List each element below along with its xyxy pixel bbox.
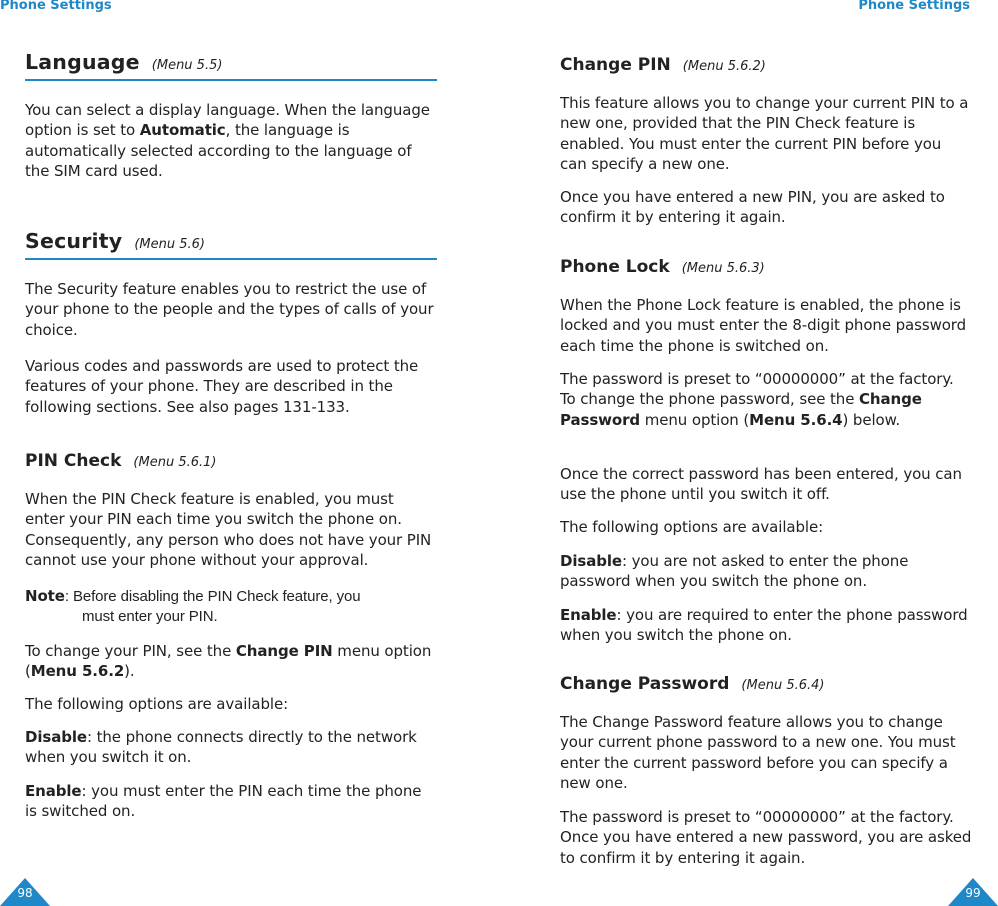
note-label: Note: [25, 587, 65, 605]
phone-lock-paragraph-1: When the Phone Lock feature is enabled, the phone is locked and you must enter the 8-digit phone password each time the phone is switched on.: [560, 296, 967, 355]
change-password-menu-ref: (Menu 5.6.4): [741, 678, 825, 693]
pin-check-options-intro: The following options are available:: [25, 695, 289, 713]
change-pin-title: Change PIN: [560, 55, 671, 75]
phone-lock-menu-ref: (Menu 5.6.3): [681, 261, 765, 276]
pin-check-heading: [25, 451, 437, 471]
pin-check-menu-ref: (Menu 5.6.1): [133, 455, 217, 470]
pin-check-paragraph-1: When the PIN Check feature is enabled, you must enter your PIN each time you switch the phone on. Consequently, any person who does not have your PIN cannot use your phone without your approval.: [25, 490, 432, 569]
change-password-title: Change Password: [560, 674, 730, 694]
pin-check-option-enable: Enable: you must enter the PIN each time the phone is switched on.: [25, 782, 422, 821]
change-pin-paragraph-1: This feature allows you to change your current PIN to a new one, provided that the PIN Check feature is enabled. You must enter the current PIN before you can specify a new one.: [560, 94, 969, 173]
security-paragraph-1: The Security feature enables you to restrict the use of your phone to the people and the types of calls of your choice.: [25, 280, 434, 339]
left-page-number: 98: [17, 886, 33, 900]
security-paragraph-2: Various codes and passwords are used to protect the features of your phone. They are described in the following sections. See also pages 131-133.: [25, 357, 419, 416]
phone-lock-paragraph-3: Once the correct password has been entered, you can use the phone until you switch it off.: [560, 465, 962, 504]
phone-lock-title: Phone Lock: [560, 257, 670, 277]
security-menu-ref: (Menu 5.6): [134, 237, 205, 252]
change-password-paragraph-1: The Change Password feature allows you to change your current phone password to a new one. You must enter the current password before you can specify a new one.: [560, 713, 956, 792]
security-title: Security: [25, 229, 123, 253]
pin-check-option-disable: Disable: the phone connects directly to the network when you switch it on.: [25, 728, 417, 767]
security-heading: [25, 229, 437, 260]
language-menu-ref: (Menu 5.5): [151, 58, 223, 73]
left-running-head: Phone Settings: [0, 0, 112, 13]
language-title: Language: [25, 50, 140, 74]
change-pin-heading: [560, 55, 972, 75]
pin-check-paragraph-2: To change your PIN, see the Change PIN menu option (Menu 5.6.2).: [25, 642, 432, 681]
phone-lock-option-enable: Enable: you are required to enter the phone password when you switch the phone on.: [560, 606, 968, 645]
change-pin-paragraph-2: Once you have entered a new PIN, you are asked to confirm it by entering it again.: [560, 188, 945, 227]
phone-lock-options-intro: The following options are available:: [560, 518, 824, 536]
pin-check-note: Note: Before disabling the PIN Check feature, you must enter your PIN.: [25, 587, 361, 626]
phone-lock-option-disable: Disable: you are not asked to enter the phone password when you switch the phone on.: [560, 552, 909, 591]
right-running-head: Phone Settings: [858, 0, 970, 13]
phone-lock-heading: [560, 257, 972, 277]
language-heading: [25, 50, 437, 81]
change-pin-menu-ref: (Menu 5.6.2): [682, 59, 766, 74]
change-password-paragraph-2: The password is preset to “00000000” at the factory. Once you have entered a new password, you are asked to confirm it by entering it again.: [560, 808, 972, 867]
pin-check-title: PIN Check: [25, 451, 122, 471]
right-page-number: 99: [965, 886, 981, 900]
change-password-heading: [560, 674, 972, 694]
phone-lock-paragraph-2: The password is preset to “00000000” at the factory. To change the phone password, see the Change Password menu option (Menu 5.6.4) below.: [560, 370, 954, 429]
language-body: You can select a display language. When the language option is set to Automatic, the language is automatically selected according to the language of the SIM card used.: [25, 101, 430, 180]
